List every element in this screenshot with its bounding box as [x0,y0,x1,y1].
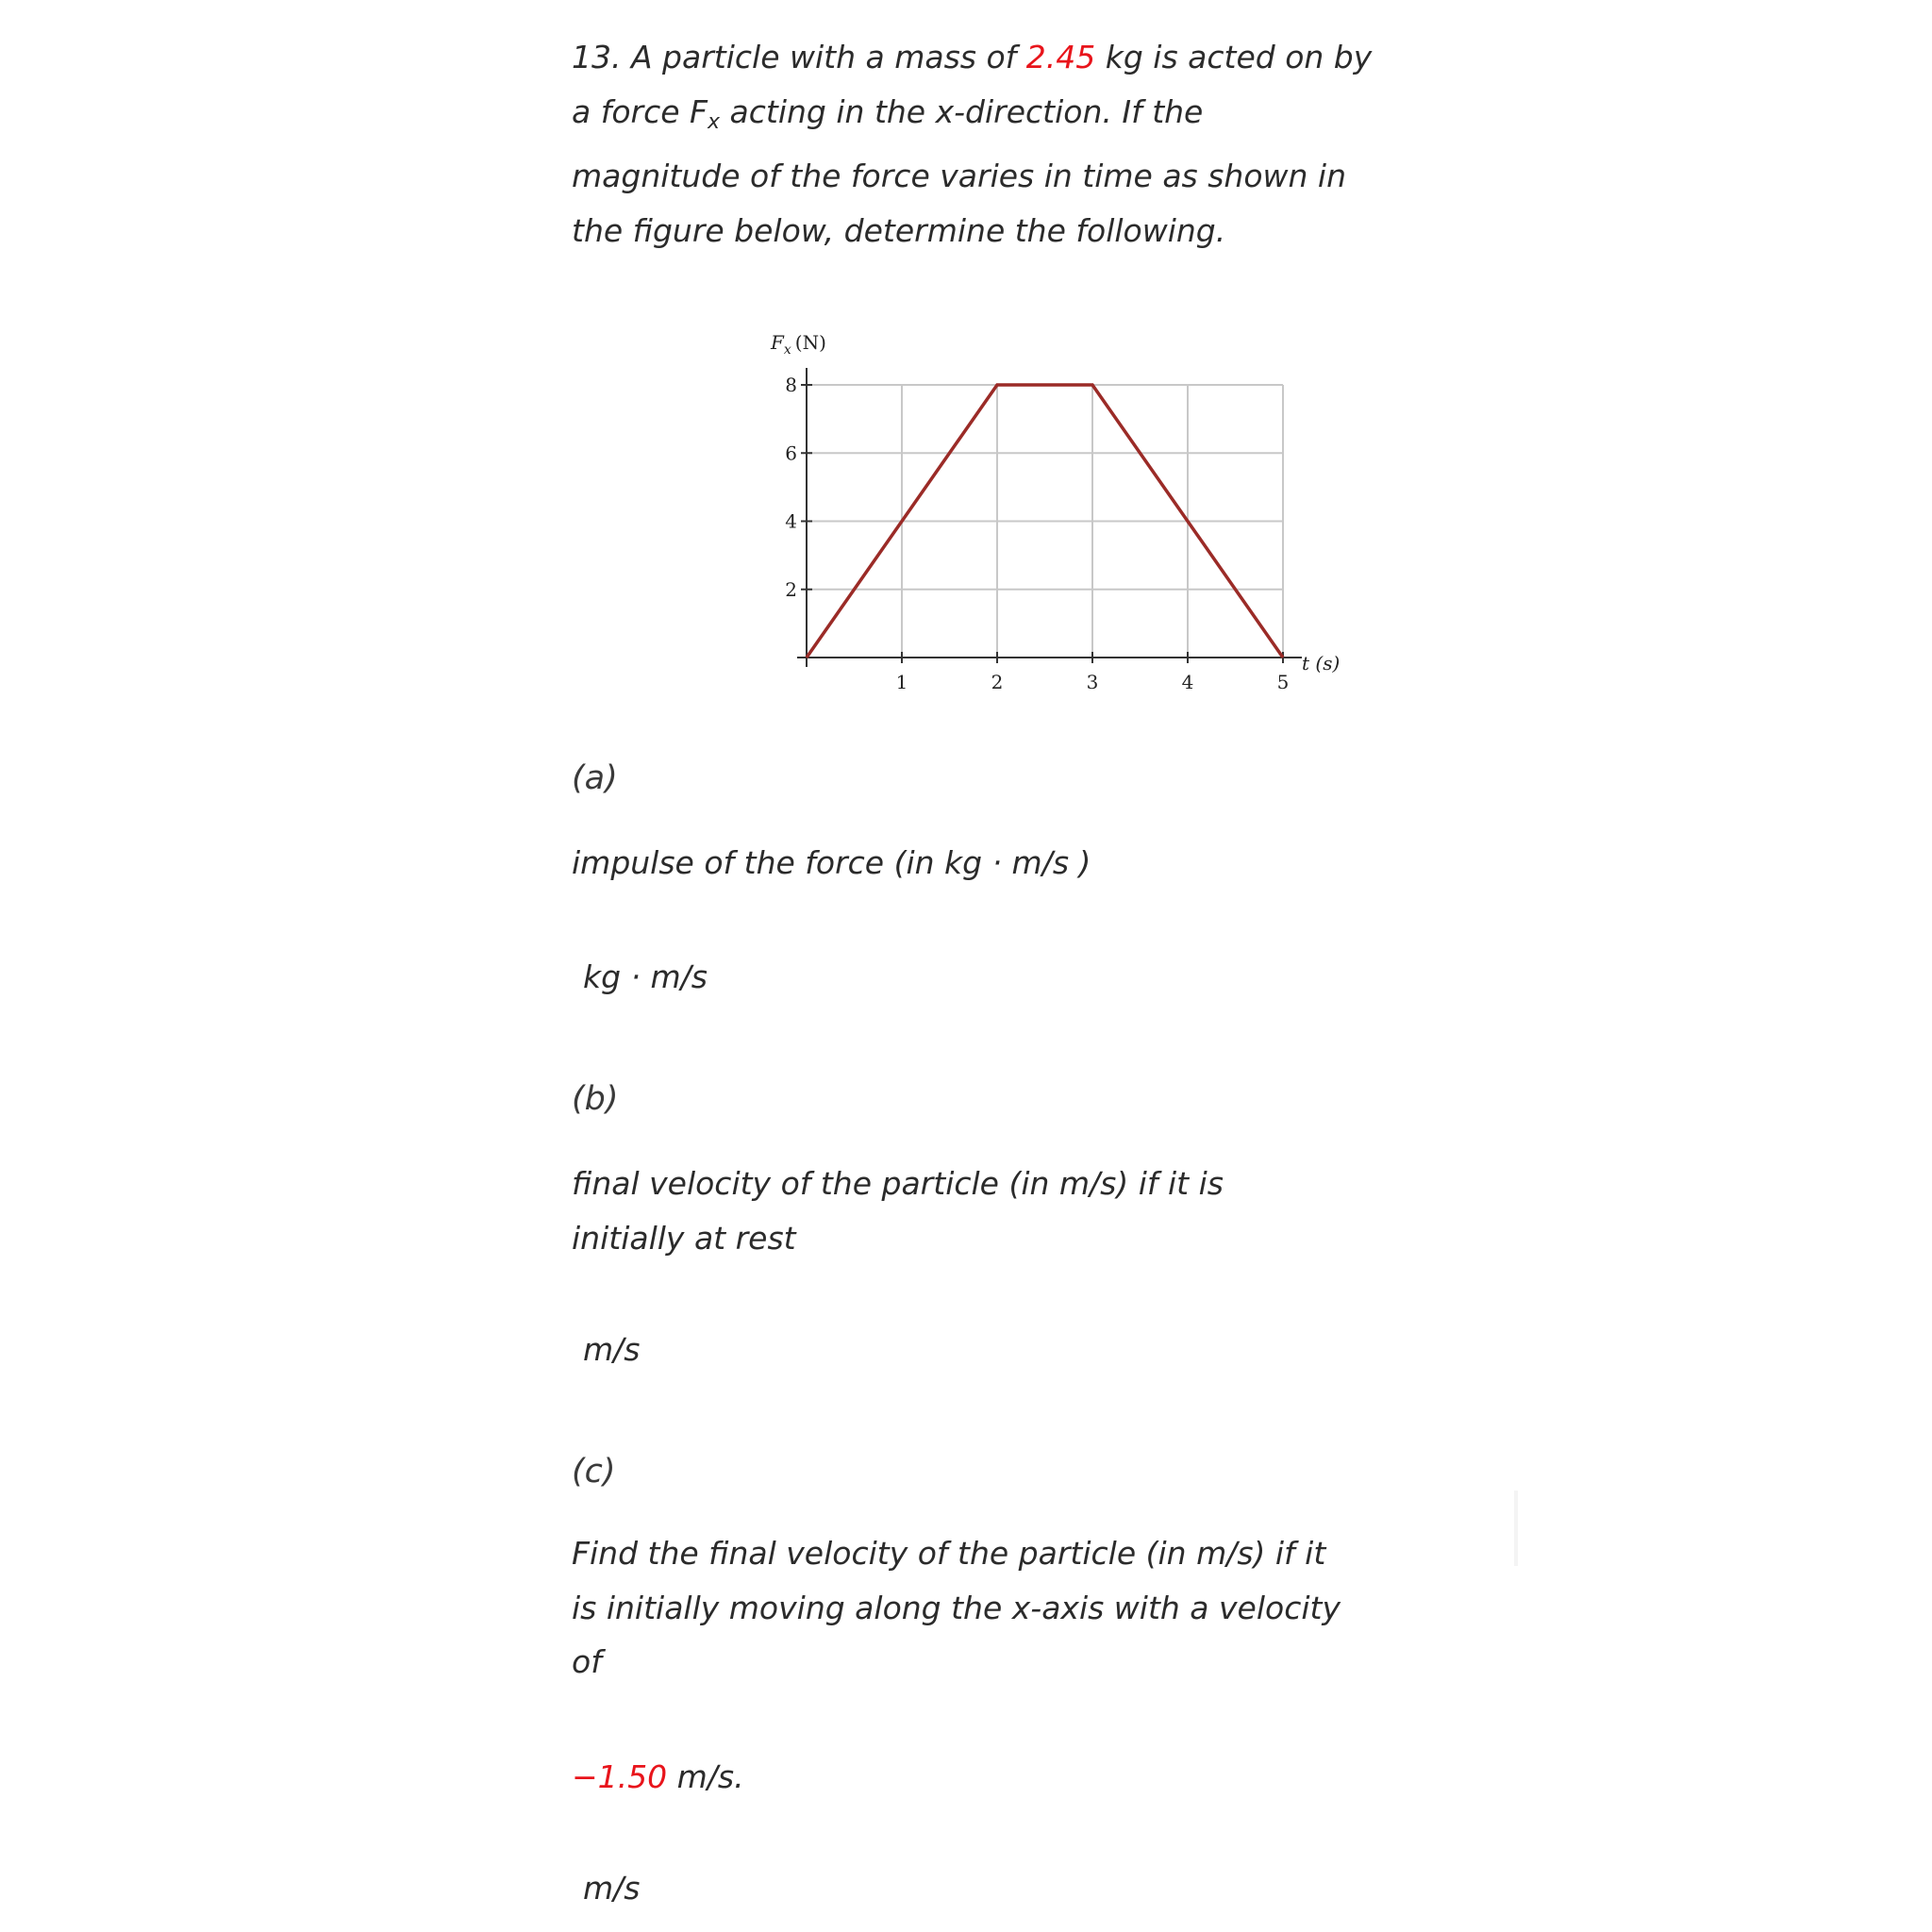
force-time-graph [745,321,1387,717]
question-intro-3: acting in the x-direction. If the magnitude of the force varies in time as shown in the figure below, determine the following. [572,92,1347,249]
part-a-label: (a) [572,759,618,797]
x-tick-label-2: 2 [991,671,1004,693]
x-tick-label-5: 5 [1276,671,1290,693]
y-axis-label: $F_x$ (N) [771,331,826,358]
y-tick-label-4: 4 [785,509,797,533]
y-tick-label-8: 8 [785,374,797,396]
mass-value: 2.45 [1025,39,1096,75]
question-text [572,30,1374,258]
y-tick-label-2: 2 [785,577,797,601]
x-axis-label: t (s) [1302,652,1341,675]
tick-labels [785,374,1289,693]
grid-lines [807,385,1283,658]
y-tick-label-6: 6 [785,441,797,465]
question-intro-2: kg is acted on by a force F [572,39,1373,130]
part-a-unit: kg · m/s [583,958,708,995]
part-c-unit: m/s [583,1870,641,1907]
part-b-label: (b) [572,1080,619,1118]
part-b-prompt [572,1157,1374,1265]
part-c-initial-velocity [572,1750,1374,1805]
force-subscript: x [708,109,721,134]
x-tick-label-1: 1 [895,671,908,693]
x-tick-label-4: 4 [1181,671,1194,693]
scrollbar-track[interactable] [1514,1491,1518,1566]
question-number: 13. [572,39,622,75]
part-a-prompt: impulse of the force (in kg · m/s ) [572,844,1091,881]
question-intro-1: A particle with a mass of [630,39,1017,75]
part-b-prompt-line-1: final velocity of the particle (in m/s) if it is [572,1165,1224,1202]
axes [797,368,1302,667]
initial-velocity-unit: m/s. [676,1758,744,1795]
part-c-prompt-line-3: of [572,1643,602,1680]
part-b-prompt-line-2: initially at rest [572,1219,796,1257]
part-c-prompt [572,1526,1374,1690]
part-c-prompt-line-1: Find the final velocity of the particle (in m/s) if it [572,1535,1326,1572]
part-c-label: (c) [572,1453,616,1491]
initial-velocity-value: −1.50 [572,1758,668,1795]
part-b-unit: m/s [583,1331,641,1368]
x-tick-label-3: 3 [1086,671,1099,693]
part-c-prompt-line-2: is initially moving along the x-axis with a velocity [572,1589,1341,1626]
